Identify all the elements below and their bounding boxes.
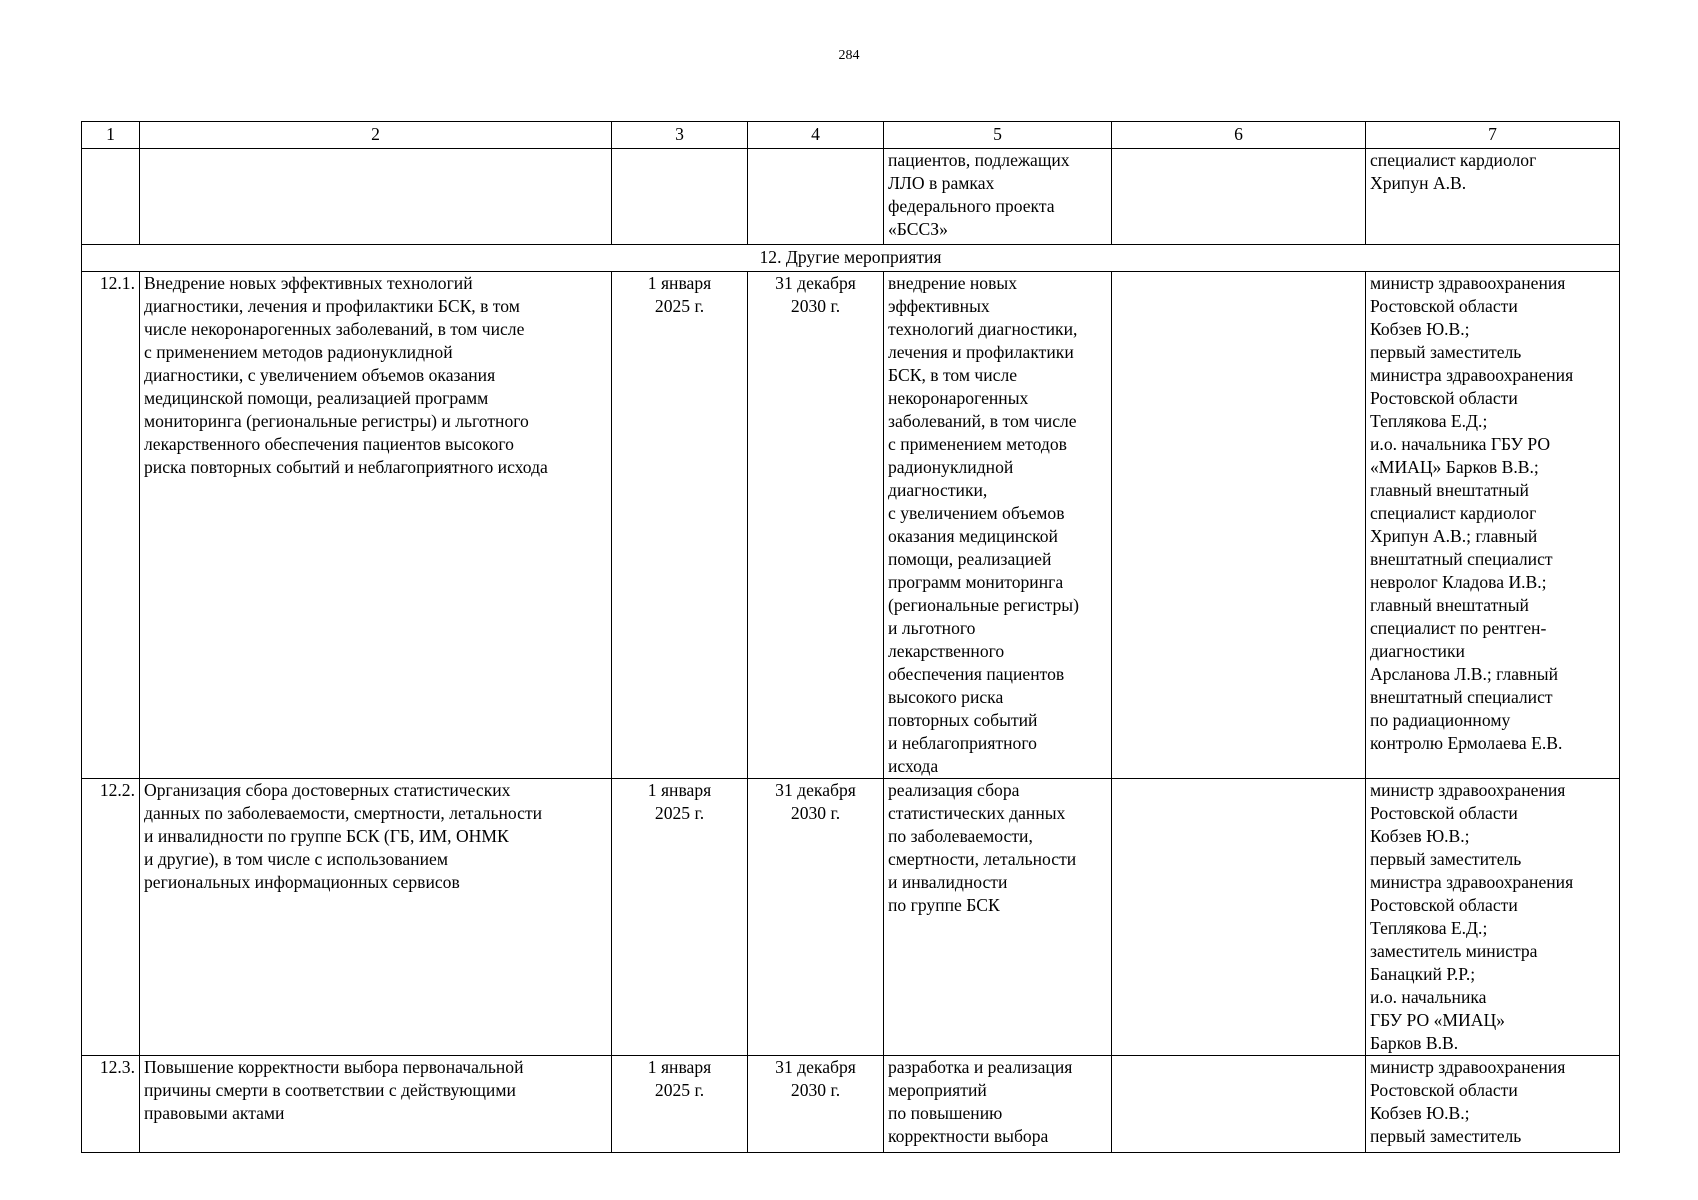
- section-row: [82, 245, 1620, 272]
- result-cell: внедрение новых эффективных технологий диагностики, лечения и профилактики БСК, в том числе некоронарогенных заболеваний, в том числе с применением методов радионуклидной диагностики, с увеличением объемов оказания медицинской помощи, реализацией программ мониторинга (региональные регистры) и льготного лекарственного обеспечения пациентов высокого риска повторных событий и неблагоприятного исхода: [884, 272, 1112, 779]
- end-date-cell: 31 декабря 2030 г.: [748, 1056, 884, 1153]
- column-header-7: 7: [1366, 122, 1620, 149]
- section-title: 12. Другие мероприятия: [82, 245, 1620, 272]
- cont-responsible-text: специалист кардиолог Хрипун А.В.: [1370, 150, 1537, 193]
- column-header-6: 6: [1112, 122, 1366, 149]
- cont-name-cell: [140, 149, 612, 245]
- start-date-cell: 1 января 2025 г.: [612, 1056, 748, 1153]
- column-header-1: 1: [82, 122, 140, 149]
- cont-end-cell: [748, 149, 884, 245]
- column-header-2: 2: [140, 122, 612, 149]
- cont-result-text: пациентов, подлежащих ЛЛО в рамках федерального проекта «БССЗ»: [888, 150, 1070, 239]
- column-header-3: 3: [612, 122, 748, 149]
- continuation-row: [82, 149, 1620, 245]
- start-date-cell: 1 января 2025 г.: [612, 272, 748, 779]
- responsible-cell: министр здравоохранения Ростовской области Кобзев Ю.В.; первый заместитель министра здравоохранения Ростовской области Теплякова Е.Д.; заместитель министра Банацкий Р.Р.; и.о. начальника ГБУ РО «МИАЦ» Барков В.В.: [1366, 779, 1620, 1056]
- row-number-cell: 12.2.: [82, 779, 140, 1056]
- row-number-cell: 12.3.: [82, 1056, 140, 1153]
- table-row: [82, 1056, 1620, 1153]
- cont-col6-cell: [1112, 149, 1366, 245]
- activities-table: [81, 121, 1620, 1153]
- activity-name-cell: Внедрение новых эффективных технологий диагностики, лечения и профилактики БСК, в том числе некоронарогенных заболеваний, в том числе с применением методов радионуклидной диагностики, с увеличением объемов оказания медицинской помощи, реализацией программ мониторинга (региональные регистры) и льготного лекарственного обеспечения пациентов высокого риска повторных событий и неблагоприятного исхода: [140, 272, 612, 779]
- column-header-4: 4: [748, 122, 884, 149]
- cont-result-cell: [884, 149, 1112, 245]
- responsible-cell: министр здравоохранения Ростовской области Кобзев Ю.В.; первый заместитель: [1366, 1056, 1620, 1153]
- result-cell: реализация сбора статистических данных по заболеваемости, смертности, летальности и инвалидности по группе БСК: [884, 779, 1112, 1056]
- col6-cell: [1112, 1056, 1366, 1153]
- table-row: [82, 779, 1620, 1056]
- col6-cell: [1112, 779, 1366, 1056]
- page-number: 284: [838, 48, 860, 63]
- cont-responsible-cell: [1366, 149, 1620, 245]
- column-header-5: 5: [884, 122, 1112, 149]
- activity-name-cell: Повышение корректности выбора первоначальной причины смерти в соответствии с действующими правовыми актами: [140, 1056, 612, 1153]
- end-date-cell: 31 декабря 2030 г.: [748, 779, 884, 1056]
- activity-name-cell: Организация сбора достоверных статистических данных по заболеваемости, смертности, летальности и инвалидности по группе БСК (ГБ, ИМ, ОНМК и другие), в том числе с использованием региональных информационных сервисов: [140, 779, 612, 1056]
- cont-start-cell: [612, 149, 748, 245]
- column-number-header-row: [82, 122, 1620, 149]
- end-date-cell: 31 декабря 2030 г.: [748, 272, 884, 779]
- result-cell: разработка и реализация мероприятий по повышению корректности выбора: [884, 1056, 1112, 1153]
- row-number-cell: 12.1.: [82, 272, 140, 779]
- start-date-cell: 1 января 2025 г.: [612, 779, 748, 1056]
- responsible-cell: министр здравоохранения Ростовской области Кобзев Ю.В.; первый заместитель министра здравоохранения Ростовской области Теплякова Е.Д.; и.о. начальника ГБУ РО «МИАЦ» Барков В.В.; главный внештатный специалист кардиолог Хрипун А.В.; главный внештатный специалист невролог Кладова И.В.; главный внештатный специалист по рентген- диагностики Арсланова Л.В.; главный внештатный специалист по радиационному контролю Ермолаева Е.В.: [1366, 272, 1620, 779]
- table-row: [82, 272, 1620, 779]
- col6-cell: [1112, 272, 1366, 779]
- cont-num-cell: [82, 149, 140, 245]
